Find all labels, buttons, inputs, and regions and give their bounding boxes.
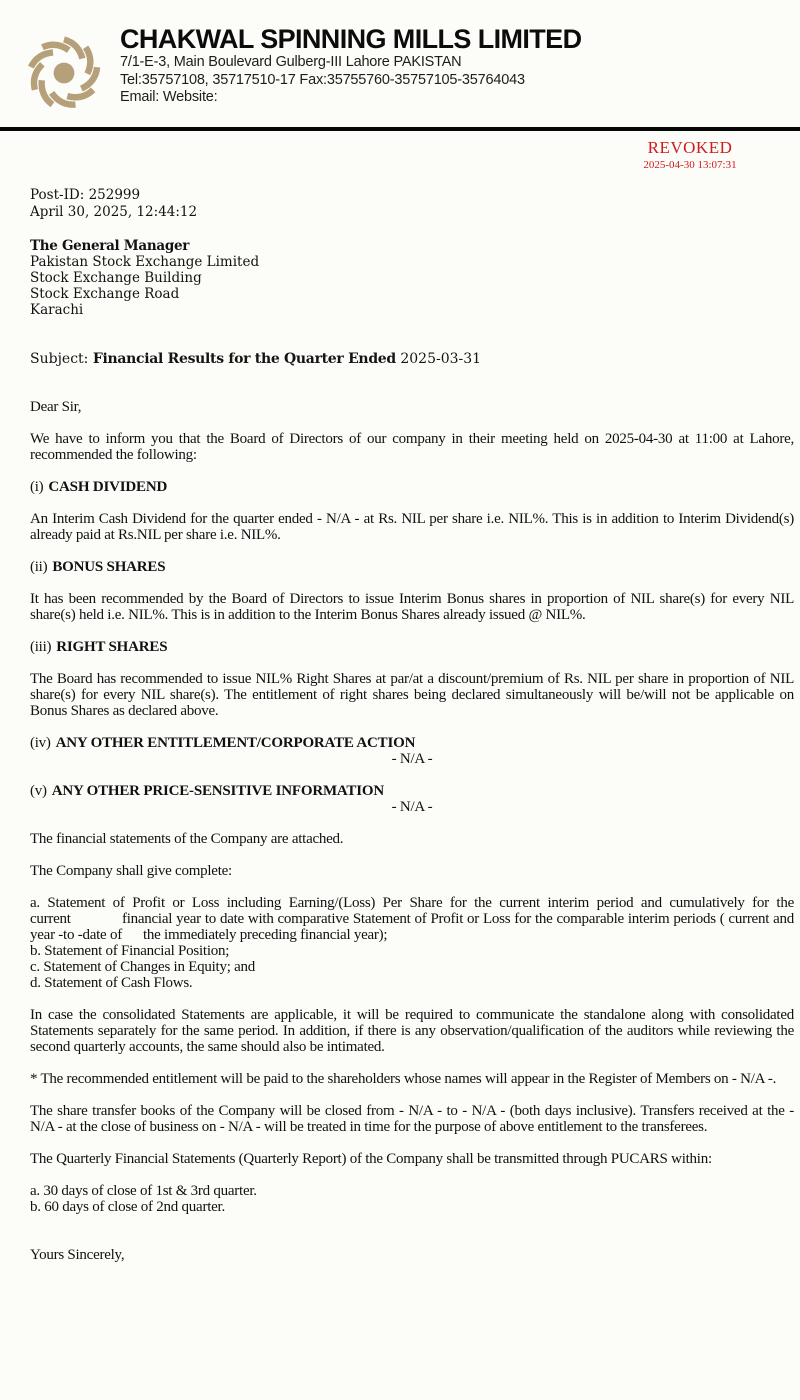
subject-date: 2025-03-31 [400, 351, 482, 367]
pucars-paragraph: The Quarterly Financial Statements (Quarterly Report) of the Company shall be transmitted through PUCARS within: [30, 1151, 712, 1167]
letter-body [30, 399, 794, 1263]
header-divider [0, 127, 800, 131]
post-meta [30, 187, 800, 221]
give-complete-paragraph: The Company shall give complete: [30, 863, 232, 879]
letterhead-text [120, 0, 800, 107]
consolidated-statements-paragraph: In case the consolidated Statements are applicable, it will be required to communicate the standalone along with consolidated Statements separately for the same period. In addition, if there is any observation/qualification of the auditors while reviewing the second quarterly accounts, the same should also be intimated. [30, 1007, 794, 1055]
section-heading-other-entitlement [30, 735, 794, 751]
section-number: (i) [30, 479, 44, 495]
statement-item-a: a. Statement of Profit or Loss including Earning/(Loss) Per Share for the current interim period and cumulatively for the current financial year to date with comparative Statement of Profit or Loss for the comparable interim periods ( current and year -to -date of the immediately preceding financial year); [30, 895, 794, 943]
company-address: 7/1-E-3, Main Boulevard Gulberg-III Lahore PAKISTAN [120, 54, 462, 70]
section-title: ANY OTHER PRICE-SENSITIVE INFORMATION [51, 783, 384, 799]
recipient-title: The General Manager [30, 238, 190, 254]
subject-title: Financial Results for the Quarter Ended [92, 351, 396, 367]
recipient-line: Karachi [30, 302, 84, 318]
register-of-members-note: * The recommended entitlement will be paid to the shareholders whose names will appear in the Register of Members on - N/A -. [30, 1071, 777, 1087]
company-name: CHAKWAL SPINNING MILLS LIMITED [120, 24, 582, 54]
section-title: RIGHT SHARES [56, 639, 168, 655]
statement-item-c: c. Statement of Changes in Equity; and [30, 959, 256, 975]
section-number: (ii) [30, 559, 48, 575]
letter-datetime: April 30, 2025, 12:44:12 [30, 204, 198, 220]
subject-line [30, 351, 794, 367]
company-phones: Tel:35757108, 35717510-17 Fax:35755760-35757105-35764043 [120, 71, 525, 88]
cash-dividend-paragraph: An Interim Cash Dividend for the quarter ended - N/A - at Rs. NIL per share i.e. NIL%. This is in addition to Interim Dividend(s) already paid at Rs.NIL per share i.e. NIL%. [30, 511, 794, 543]
letterhead [0, 0, 800, 127]
statements-attached-paragraph: The financial statements of the Company are attached. [30, 831, 344, 847]
section-number: (iv) [30, 735, 51, 751]
section-heading-bonus-shares [30, 559, 794, 575]
revoked-timestamp: 2025-04-30 13:07:31 [643, 159, 737, 171]
section-heading-price-sensitive [30, 783, 794, 799]
recipient-line: Pakistan Stock Exchange Limited [30, 254, 260, 270]
post-id: Post-ID: 252999 [30, 187, 141, 203]
section-number: (v) [30, 783, 47, 799]
closing-salutation: Yours Sincerely, [30, 1247, 125, 1263]
intro-paragraph: We have to inform you that the Board of Directors of our company in their meeting held on 2025-04-30 at 11:00 at Lahore, recommended the following: [30, 431, 794, 463]
company-email-website: Email: Website: [120, 89, 218, 105]
recipient-block [30, 238, 800, 318]
company-swirl-logo-icon [24, 31, 104, 115]
pucars-item-a: a. 30 days of close of 1st & 3rd quarter. [30, 1183, 257, 1199]
revoked-status-label: REVOKED [647, 138, 733, 157]
subject-label: Subject: [30, 351, 89, 367]
pucars-item-b: b. 60 days of close of 2nd quarter. [30, 1199, 225, 1215]
bonus-shares-paragraph: It has been recommended by the Board of Directors to issue Interim Bonus shares in proportion of NIL share(s) for every NIL share(s) held i.e. NIL%. This is in addition to the Interim Bonus Shares already issued @ NIL%. [30, 591, 794, 623]
price-sensitive-na: - N/A - [391, 799, 433, 815]
statement-item-d: d. Statement of Cash Flows. [30, 975, 193, 991]
right-shares-paragraph: The Board has recommended to issue NIL% Right Shares at par/at a discount/premium of Rs. NIL per share in proportion of NIL share(s) for every NIL share(s). The entitlement of right shares being declared simultaneously will be/will not be applicable on Bonus Shares as declared above. [30, 671, 794, 719]
statement-item-b: b. Statement of Financial Position; [30, 943, 230, 959]
revoked-stamp [620, 138, 760, 172]
section-title: ANY OTHER ENTITLEMENT/CORPORATE ACTION [55, 735, 416, 751]
share-transfer-books-paragraph: The share transfer books of the Company will be closed from - N/A - to - N/A - (both days inclusive). Transfers received at the - N/A - at the close of business on - N/A - will be treated in time for the purpose of above entitlement to the transferees. [30, 1103, 794, 1135]
other-entitlement-na: - N/A - [391, 751, 433, 767]
recipient-line: Stock Exchange Building [30, 270, 202, 286]
section-heading-right-shares [30, 639, 794, 655]
section-title: CASH DIVIDEND [48, 479, 168, 495]
section-title: BONUS SHARES [52, 559, 166, 575]
section-heading-cash-dividend [30, 479, 794, 495]
salutation: Dear Sir, [30, 399, 82, 415]
recipient-line: Stock Exchange Road [30, 286, 180, 302]
section-number: (iii) [30, 639, 52, 655]
